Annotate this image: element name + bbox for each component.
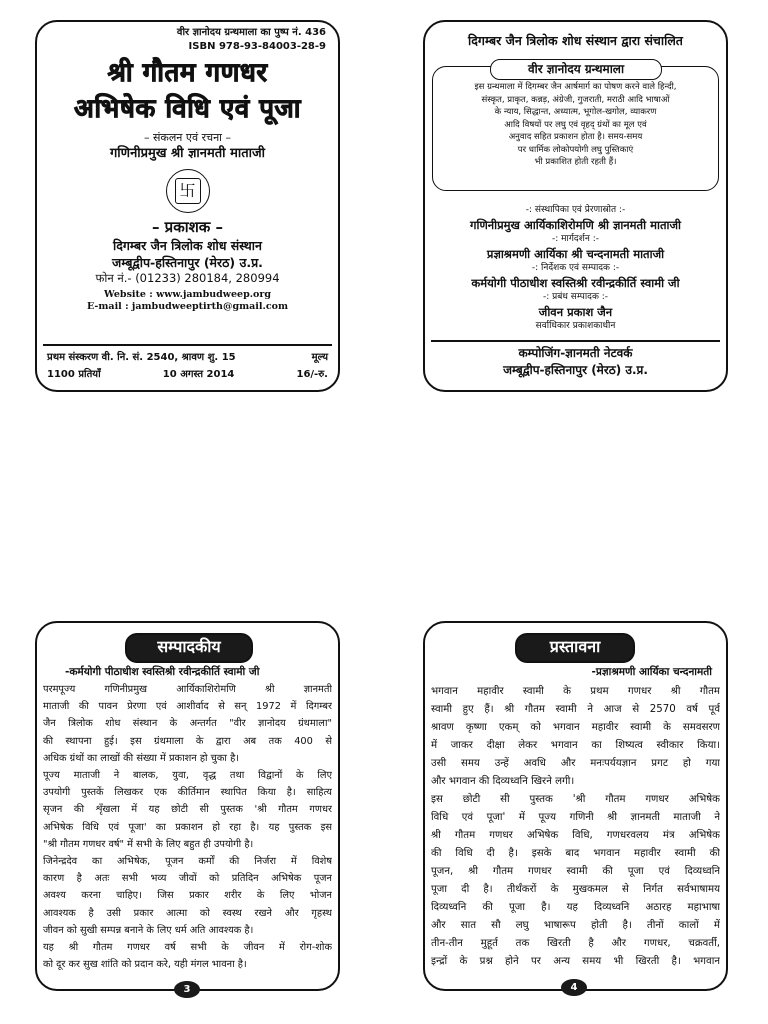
text-line: सृजन की शृँखला में यह छोटी सी पुस्तक 'श्री गौतम गणधर bbox=[43, 804, 332, 816]
founder-name: गणिनीप्रमुख आर्यिकाशिरोमणि श्री ज्ञानमती माताजी bbox=[470, 218, 681, 232]
text-line: परमपूज्य गणिनीप्रमुख आर्यिकाशिरोमणि श्री ज्ञानमती bbox=[43, 684, 332, 695]
preface-body bbox=[431, 683, 720, 971]
text-line: उसी समय उन्हें अवधि और मनःपर्ययज्ञान प्रगट हो गया bbox=[431, 758, 720, 769]
manager-label: -: प्रबंध सम्पादक :- bbox=[542, 292, 609, 302]
series-box bbox=[432, 62, 719, 191]
author: गणिनीप्रमुख श्री ज्ञानमती माताजी bbox=[109, 146, 266, 161]
edition-info bbox=[43, 344, 332, 383]
credits-header: दिगम्बर जैन त्रिलोक शोध संस्थान द्वारा संचालित bbox=[468, 33, 683, 48]
manager-name: जीवन प्रकाश जैन bbox=[538, 305, 613, 319]
page-number-3: 3 bbox=[174, 981, 200, 998]
phone: फोन नं.- (01233) 280184, 280994 bbox=[95, 271, 280, 285]
text-line: स्वामी हुए हैं। श्री गौतम स्वामी ने आज से 2570 वर्ष पूर्व bbox=[431, 704, 720, 715]
desc-line: अनुवाद सहित प्रकाशन होता है। समय-समय bbox=[508, 132, 643, 142]
preface-attribution: -प्रज्ञाश्रमणी आर्यिका चन्दनामती bbox=[591, 666, 712, 678]
text-line: उपयोगी पुस्तकें लिखकर एक कीर्तिमान स्थापित किया है। साहित्य bbox=[43, 787, 332, 799]
text-line: को दूर कर सुख शांति को प्रदान करे, यही मंगल भावना है। bbox=[43, 959, 247, 971]
text-line: यह श्री गौतम गणधर वर्ष सभी के जीवन में रोग-शोक bbox=[43, 942, 332, 954]
text-line: अवश्य करना चाहिए। जिस प्रकार शरीर के लिए भोजन bbox=[43, 890, 332, 902]
credits-panel bbox=[423, 20, 728, 392]
emblem-glyph: 卐 bbox=[175, 178, 201, 204]
text-line: आवश्यक है उसी प्रकार आत्मा को स्वस्थ रखने और गृहस्थ bbox=[43, 907, 332, 919]
book-title-line2: अभिषेक विधि एवं पूजा bbox=[73, 94, 302, 124]
email: E-mail : jambudweeptirth@gmail.com bbox=[87, 301, 288, 312]
text-line: और भगवान की दिव्यध्वनि खिरने लगी। bbox=[431, 776, 575, 787]
text-line: पूजा दी है। तीर्थंकरों के मुखकमल से निर्गत सर्वभाषामय bbox=[431, 884, 720, 895]
institute-address: जम्बूद्वीप-हस्तिनापुर (मेरठ) उ.प्र. bbox=[112, 255, 263, 270]
text-line: इस छोटी सी पुस्तक 'श्री गौतम गणधर अभिषेक bbox=[431, 794, 720, 805]
series-description bbox=[437, 81, 714, 169]
copies: 1100 प्रतियाँ bbox=[47, 369, 101, 380]
price: 16/-रु. bbox=[296, 369, 328, 380]
text-line: विधि एवं पूजा' में पूज्य गणिनी श्री ज्ञानमती माताजी ने bbox=[431, 812, 720, 823]
editorial-panel bbox=[35, 621, 340, 991]
text-line: जीवन को सुखी सम्पन्न बनाने के लिए धर्म अति आवश्यक है। bbox=[43, 924, 254, 936]
desc-line: इस ग्रन्थमाला में दिगम्बर जैन आर्षमार्ग का पोषण करने वाले हिन्दी, bbox=[474, 82, 677, 92]
editorial-attribution: -कर्मयोगी पीठाधीश स्वस्तिश्री रवीन्द्रकीर्ति स्वामी जी bbox=[65, 666, 260, 678]
composing-place: जम्बूद्वीप-हस्तिनापुर (मेरठ) उ.प्र. bbox=[503, 363, 648, 377]
text-line: जैन त्रिलोक शोध संस्थान के अन्तर्गत "वीर ज्ञानोदय ग्रंथमाला" bbox=[43, 718, 332, 730]
compiled-label: – संकलन एवं रचना – bbox=[143, 131, 232, 144]
series-line: वीर ज्ञानोदय ग्रन्थमाला का पुष्प नं. 436 bbox=[176, 27, 326, 38]
isbn: ISBN 978-93-84003-28-9 bbox=[188, 41, 326, 52]
text-line: और सात सौ लघु भाषारूप होती है। तीनों कालों में bbox=[431, 920, 720, 931]
desc-line: के न्याय, सिद्धान्त, अध्यात्म, भूगोल-खगोल, व्याकरण bbox=[494, 107, 657, 117]
institute-name: दिगम्बर जैन त्रिलोक शोध संस्थान bbox=[113, 238, 262, 253]
rights-note: सर्वाधिकार प्रकाशकाधीन bbox=[535, 321, 616, 331]
publisher-label: – प्रकाशक – bbox=[151, 218, 224, 236]
desc-line: आदि विषयों पर लघु एवं वृहद् ग्रंथों का मूल एवं bbox=[504, 119, 647, 130]
guide-name: प्रज्ञाश्रमणी आर्यिका श्री चन्दनामती माताजी bbox=[486, 247, 665, 261]
cover-panel bbox=[35, 20, 340, 392]
text-line: "श्री गौतम गणधर वर्ष" में सभी के लिए बहुत ही उपयोगी है। bbox=[43, 838, 254, 850]
text-line: अभिषेक विधि एवं पूजा' का प्रकाशन हो रहा है। यह पुस्तक इस bbox=[43, 821, 332, 833]
text-line: माताजी की पावन प्रेरणा एवं आशीर्वाद से सन् 1972 में दिगम्बर bbox=[43, 701, 332, 713]
text-line: पूजन, श्री गौतम गणधर स्वामी की पूजा एवं दिव्यध्वनि bbox=[431, 866, 720, 877]
text-line: इन्द्रों के प्रश्न होने पर अन्य समय भी खिरती है। भगवान bbox=[431, 956, 720, 967]
series-badge: वीर ज्ञानोदय ग्रन्थमाला bbox=[490, 59, 662, 80]
text-line: में जाकर दीक्षा लेकर भगवान का शिष्यत्व स्वीकार किया। bbox=[431, 740, 720, 751]
editor-name: कर्मयोगी पीठाधीश स्वस्तिश्री रवीन्द्रकीर्ति स्वामी जी bbox=[471, 276, 680, 290]
book-title-line1: श्री गौतम गणधर bbox=[107, 58, 268, 88]
editor-label: -: निर्देशक एवं सम्पादक :- bbox=[531, 263, 620, 273]
text-line: श्री गौतम गणधर अभिषेक विधि, गणधरवलय मंत्र अभिषेक bbox=[431, 830, 720, 841]
text-line: अधिक ग्रंथों का लाखों की संख्या में प्रकाशन हो चुका है। bbox=[43, 752, 239, 764]
text-line: भगवान महावीर स्वामी के प्रथम गणधर श्री गौतम bbox=[431, 686, 720, 697]
page-number-4: 4 bbox=[561, 979, 587, 996]
composing-info bbox=[431, 340, 720, 379]
text-line: जिनेन्द्रदेव का अभिषेक, पूजन कर्मों की निर्जरा में विशेष bbox=[43, 856, 332, 868]
edition: प्रथम संस्करण वी. नि. सं. 2540, श्रावण शु. 15 bbox=[47, 352, 236, 363]
text-line: पूज्य माताजी ने बालक, युवा, वृद्ध तथा विद्वानों के लिए bbox=[43, 770, 332, 782]
editorial-heading: सम्पादकीय bbox=[125, 633, 253, 663]
founder-label: -: संस्थापिका एवं प्रेरणास्रोत :- bbox=[525, 205, 626, 215]
desc-line: भी प्रकाशित होती रहती हैं। bbox=[534, 157, 617, 167]
editorial-body bbox=[43, 681, 332, 973]
text-line: कारण है अतः सभी भव्य जीवों को प्रतिदिन अभिषेक पूजन bbox=[43, 873, 332, 885]
preface-heading: प्रस्तावना bbox=[515, 633, 635, 663]
text-line: की स्थापना हुई। इस ग्रंथमाला के द्वारा अब तक 400 से bbox=[43, 735, 332, 747]
credits-list bbox=[425, 204, 726, 333]
text-line: की विधि दी है। इसके बाद भगवान महावीर स्वामी की bbox=[431, 848, 720, 859]
text-line: तीन-तीन मुहूर्त तक खिरती है और गणधर, चक्रवर्ती, bbox=[431, 938, 720, 949]
text-line: श्रावण कृष्णा एकम् को भगवान महावीर स्वामी के समवसरण bbox=[431, 722, 720, 733]
desc-line: संस्कृत, प्राकृत, कन्नड़, अंग्रेजी, गुजराती, मराठी आदि भाषाओं bbox=[481, 94, 670, 105]
guide-label: -: मार्गदर्शन :- bbox=[552, 234, 599, 244]
preface-panel bbox=[423, 621, 728, 991]
text-line: दिव्यध्वनि की पूजा है। यह दिव्यध्वनि अठारह महाभाषा bbox=[431, 902, 720, 913]
website: Website : www.jambudweep.org bbox=[103, 289, 271, 300]
publish-date: 10 अगस्त 2014 bbox=[162, 369, 235, 380]
price-label: मूल्य bbox=[311, 352, 328, 363]
desc-line: पर धार्मिक लोकोपयोगी लघु पुस्तिकाएं bbox=[517, 144, 634, 155]
composing: कम्पोजिंग-ज्ञानमती नेटवर्क bbox=[518, 346, 633, 360]
institute-emblem-icon bbox=[166, 169, 210, 213]
